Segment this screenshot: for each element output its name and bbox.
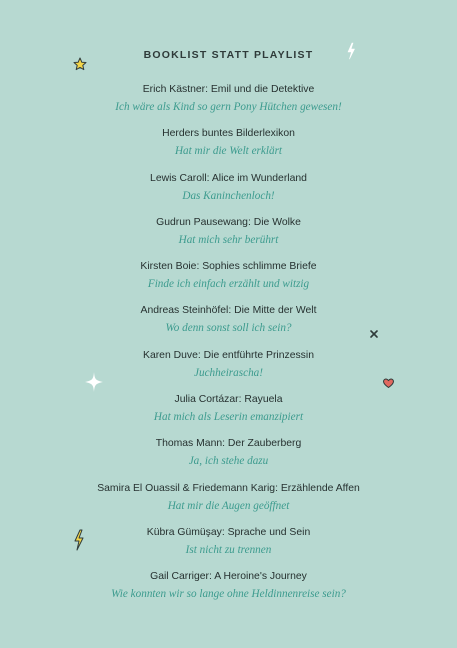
book-title: Erich Kästner: Emil und die Detektive xyxy=(142,84,315,95)
list-item xyxy=(0,82,457,126)
list-item xyxy=(0,215,457,259)
book-title: Gail Carriger: A Heroine's Journey xyxy=(150,571,307,583)
list-item xyxy=(0,259,457,303)
lightning-icon xyxy=(345,42,357,60)
book-comment: Hat mir die Augen geöffnet xyxy=(167,499,290,512)
book-comment: Ich wäre als Kind so gern Pony Hütchen gewesen! xyxy=(115,101,342,113)
book-title: Andreas Steinhöfel: Die Mitte der Welt xyxy=(140,305,317,317)
page-title: BOOKLIST STATT PLAYLIST xyxy=(143,49,314,61)
sparkle-icon xyxy=(85,372,103,392)
book-title: Lewis Caroll: Alice im Wunderland xyxy=(150,172,307,184)
list-item xyxy=(0,481,457,525)
book-comment: Hat mich als Leserin emanzipiert xyxy=(153,411,304,424)
list-item xyxy=(0,303,457,347)
book-comment: Wo denn sonst soll ich sein? xyxy=(165,322,292,335)
list-item xyxy=(0,569,457,613)
star-icon xyxy=(73,57,87,71)
lightning-icon xyxy=(72,529,86,551)
list-item xyxy=(0,525,457,569)
list-item xyxy=(0,436,457,480)
book-title: Julia Cortázar: Rayuela xyxy=(174,394,283,406)
list-item xyxy=(0,126,457,170)
list-item xyxy=(0,171,457,215)
cross-icon xyxy=(369,329,379,339)
book-title: Herders buntes Bilderlexikon xyxy=(162,128,295,140)
book-title: Kirsten Boie: Sophies schlimme Briefe xyxy=(140,261,317,273)
list-item xyxy=(0,392,457,436)
book-comment: Ist nicht zu trennen xyxy=(185,543,272,556)
book-comment: Ja, ich stehe dazu xyxy=(188,455,269,468)
book-title: Samira El Ouassil & Friedemann Karig: Erzählende Affen xyxy=(97,482,360,494)
book-comment: Finde ich einfach erzählt und witzig xyxy=(147,278,310,291)
heart-icon xyxy=(382,377,395,389)
book-title: Kübra Gümüşay: Sprache und Sein xyxy=(146,526,311,538)
book-title: Karen Duve: Die entführte Prinzessin xyxy=(143,349,314,361)
book-title: Thomas Mann: Der Zauberberg xyxy=(155,438,302,450)
book-title: Gudrun Pausewang: Die Wolke xyxy=(156,216,301,228)
book-comment: Juchheirascha! xyxy=(194,366,263,379)
book-comment: Wie konnten wir so lange ohne Heldinnenreise sein? xyxy=(111,588,346,601)
booklist xyxy=(0,82,457,614)
book-comment: Hat mir die Welt erklärt xyxy=(174,145,283,158)
book-comment: Das Kaninchenloch! xyxy=(182,189,275,202)
book-comment: Hat mich sehr berührt xyxy=(178,233,279,246)
